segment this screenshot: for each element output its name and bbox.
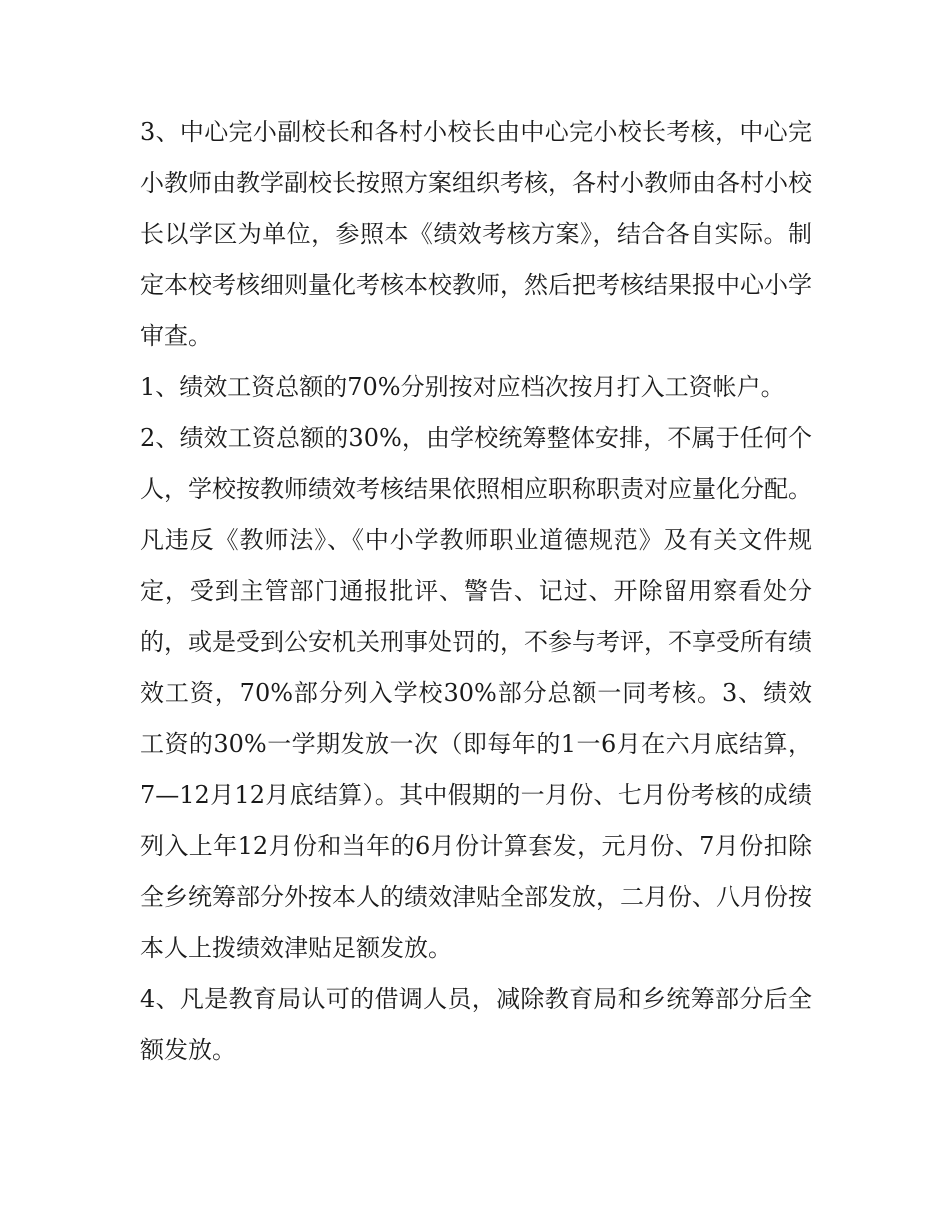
paragraph-monthly-70-percent: 1、绩效工资总额的70%分别按对应档次按月打入工资帐户。 [140, 373, 785, 401]
paragraph-violations-and-distribution: 凡违反《教师法》、《中小学教师职业道德规范》及有关文件规定，受到主管部门通报批评、警告、记过、开除留用察看处分的，或是受到公安机关刑事处罚的，不参与考评，不享受所有绩效工资，70%部分列入学校30%部分总额一同考核。3、绩效工资的30%一学期发放一次（即每年的1一6月在六月底结算，7—12月12月底结算）。其中假期的一月份、七月份考核的成绩列入上年12月份和当年的6月份计算套发，元月份、7月份扣除全乡统筹部分外按本人的绩效津贴全部发放，二月份、八月份按本人上拨绩效津贴足额发放。 [140, 526, 812, 962]
paragraph-seconded-staff: 4、凡是教育局认可的借调人员，减除教育局和乡统筹部分后全额发放。 [140, 985, 812, 1064]
paragraph-school-30-percent: 2、绩效工资总额的30%，由学校统筹整体安排，不属于任何个人，学校按教师绩效考核结果依照相应职称职责对应量化分配。 [140, 424, 812, 503]
paragraph-assessment-organization: 3、中心完小副校长和各村小校长由中心完小校长考核，中心完小教师由教学副校长按照方案组织考核，各村小教师由各村小校长以学区为单位，参照本《绩效考核方案》，结合各自实际。制定本校考核细则量化考核本校教师，然后把考核结果报中心小学审查。 [140, 118, 812, 350]
document-body [140, 107, 812, 1076]
